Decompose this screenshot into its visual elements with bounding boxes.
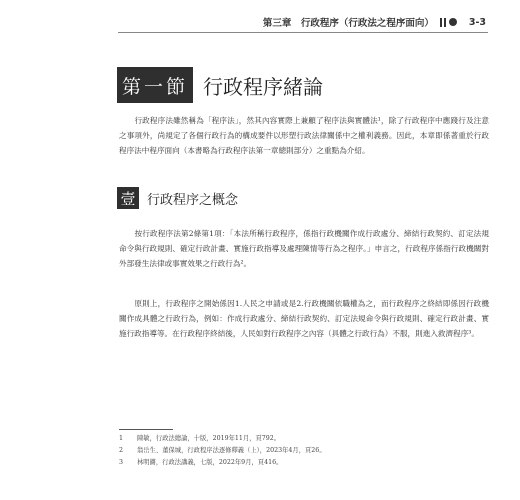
footnote-text: 林明鏘，行政法講義，七版，2022年9月，頁416。	[137, 459, 283, 466]
footnote	[119, 445, 489, 457]
subsection-heading: 行政程序之概念	[147, 192, 239, 208]
footnote	[119, 433, 489, 445]
running-header	[263, 14, 486, 30]
page-number: 3-3	[468, 16, 486, 28]
section-title	[117, 67, 323, 103]
footnote-number: 2	[119, 447, 124, 454]
footnotes	[119, 433, 489, 469]
footnote-number: 1	[119, 435, 124, 442]
header-marks-icon	[440, 18, 457, 27]
section-heading: 行政程序緒論	[203, 74, 323, 99]
footnote-number: 3	[119, 459, 124, 466]
footnote-text: 翁岳生、董保城，行政程序法逐條釋義（上），2023年4月，頁26。	[137, 447, 326, 454]
body-paragraph: 按行政程序法第2條第1項：「本法所稱行政程序，係指行政機關作成行政處分、締結行政契約、訂定法規命令與行政規則、確定行政計畫、實施行政指導及處理陳情等行為之程序。」申言之，行政程序係指行政機關對外部發生法律或事實效果之行政行為²。	[119, 229, 489, 268]
header-rule	[118, 32, 488, 33]
section-badge: 第一節	[117, 67, 193, 103]
subsection-title	[117, 187, 238, 209]
intro-paragraph: 行政程序法雖然稱為「程序法」，然其內容實際上兼顧了程序法與實體法¹，除了行政程序中應踐行及注意之事項外，尚規定了各個行政行為的構成要件以形塑行政法律關係中之權利義務。因此，本章即係著重於行政程序法中程序面向（本書略為行政程序法第一章總則部分）之重點為介紹。	[119, 116, 489, 155]
chapter-title: 第三章 行政程序（行政法之程序面向）	[262, 18, 434, 29]
footnote-text: 陳敏，行政法總論，十版，2019年11月，頁792。	[137, 435, 281, 442]
body-paragraph: 原則上，行政程序之開始係因1.人民之申請或是2.行政機關依職權為之，而行政程序之終結即係因行政機關作成具體之行政行為，例如：作成行政處分、締結行政契約、訂定法規命令與行政規則、確定行政計畫、實施行政指導等。在行政程序終結後，人民如對行政程序之內容（具體之行政行為）不服，則進入救濟程序³。	[119, 299, 489, 338]
footnote-rule	[119, 429, 173, 430]
subsection-badge: 壹	[117, 187, 139, 209]
footnote	[119, 457, 489, 469]
